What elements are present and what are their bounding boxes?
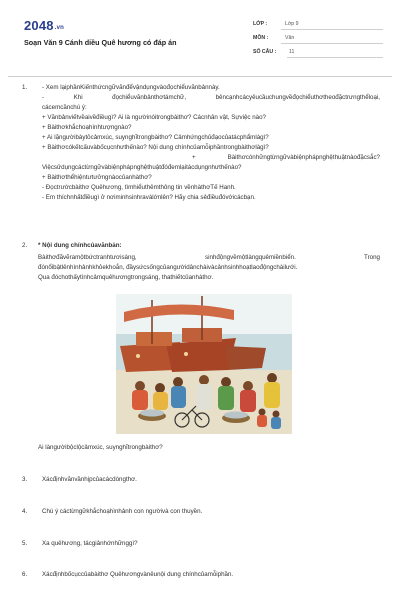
meta-underline bbox=[281, 43, 383, 44]
meta-value: Văn bbox=[285, 35, 295, 41]
worksheet-page bbox=[8, 8, 392, 600]
q1-line: + Vănbảnviếtvềaivềđiềugì? Ai là ngườinóitrongbàithơ? Cácnhân vật, Sựviệc nào? bbox=[42, 114, 267, 121]
q1-line: + Bàithơcónhữngtừngữvàbiệnphápnghệthuậtnàođặcsắc? bbox=[192, 154, 380, 161]
meta-value: 11 bbox=[289, 49, 295, 55]
meta-underline bbox=[287, 57, 383, 58]
question-number: 6. bbox=[22, 571, 28, 578]
site-logo[interactable] bbox=[24, 18, 64, 33]
q1-line: + Bàithơkhắchoạhìnhtượngnào? bbox=[42, 124, 132, 131]
logo-text: 2048 bbox=[24, 18, 54, 33]
worksheet-meta bbox=[253, 17, 383, 59]
q1-line: - Đọctrướcbàithơ Quêhương, tìmhiểuthêmthông tin vềnhàthơTế Hanh. bbox=[42, 184, 236, 191]
q2-heading: * Nội dung chínhcủavănbản: bbox=[38, 242, 122, 249]
meta-label: LỚP : bbox=[253, 21, 268, 27]
q1-line: - Xem lạiphầnKiếnthứcngữvănđểvậndụngvàođọchiểuvănbảnnày. bbox=[42, 84, 220, 91]
meta-row-question-count bbox=[253, 45, 383, 59]
q2-caption: Ai làngườibộclộcảmxúc, suynghĩtrongbàithơ? bbox=[38, 444, 163, 451]
q1-line: cácemcầnchú ý: bbox=[42, 104, 87, 111]
q1-line: - Em thíchnhấtđiềugì ở nơiminhsinhravàlớnlên? Hãy chia sẻđiềuđóvớicácbạn. bbox=[42, 194, 256, 201]
q1-line: + Bàithơthểhiệntưtưởngnàocủanhàthơ? bbox=[42, 174, 152, 181]
meta-row-class bbox=[253, 17, 383, 31]
q2-line: Qua đóchothấytìnhcảmquêhươngtrongsáng, thathiếtcủanhàthơ. bbox=[38, 274, 214, 281]
meta-label: SỐ CÂU : bbox=[253, 49, 277, 55]
q5-text: Xa quêhương, tácgiảnhớnhữnggì? bbox=[42, 540, 138, 547]
question-number: 4. bbox=[22, 508, 28, 515]
logo-suffix: .vn bbox=[54, 25, 65, 31]
meta-row-subject bbox=[253, 31, 383, 45]
meta-underline bbox=[281, 29, 383, 30]
meta-label: MÔN : bbox=[253, 35, 269, 41]
document-title: Soạn Văn 9 Cánh diều Quê hương có đáp án bbox=[24, 38, 177, 47]
q1-line: + Ai lặngườibàytỏcảmxúc, suynghĩtrongbàithơ? Cảmhứngchủđạocủatácphẩmlàgì? bbox=[42, 134, 269, 141]
fishing-village-illustration bbox=[116, 294, 292, 434]
illustration-svg bbox=[116, 294, 292, 434]
header-divider bbox=[8, 76, 392, 77]
q2-line: Bàithơđãvẽramộtbứctranhtươisáng, sinhđộngvềmộtlàngquêmiềnbiển. Trong bbox=[38, 254, 380, 261]
meta-value: Lớp 9 bbox=[285, 21, 299, 27]
q3-text: Xácđịnhvănvầnhịpcủacácdòngthơ. bbox=[42, 476, 137, 483]
worksheet-header bbox=[8, 8, 392, 72]
q1-line: Việcsửdụngcáctừngữvàbiệnphápnghệthuậtđóđemlạitácdụngnhưthếnào? bbox=[42, 164, 242, 171]
question-number: 5. bbox=[22, 540, 28, 547]
q2-line: đónổibậtlênhìnhảnhkhỏekhoắn, đầysứcsốngcủangườidânchàivàcảnhsinhhoạtlaođộngchàilưới. bbox=[38, 264, 298, 271]
question-number: 2. bbox=[22, 242, 28, 249]
q6-text: Xácđịnhbốcụccủabàithơ Quêhươngvànêunội dung chínhcủamỗiphần. bbox=[42, 571, 234, 578]
q1-line: - Khi đọchiểuvănbảnthơtámchữ, bêncạnhcácyêucầuchungvềđọchiểuthơtheođặctrưngthểloại, bbox=[42, 94, 380, 101]
question-number: 1. bbox=[22, 84, 28, 91]
q4-text: Chú ý cáctừngữkhắchoạhìnhảnh con ngườivà con thuyền. bbox=[42, 508, 203, 515]
question-number: 3. bbox=[22, 476, 28, 483]
q1-line: + Bàithơcókếtcấuvàbốcụcnhưthếnào? Nội dung chínhcủamỗiphầntrongbàithơlàgì? bbox=[42, 144, 269, 151]
